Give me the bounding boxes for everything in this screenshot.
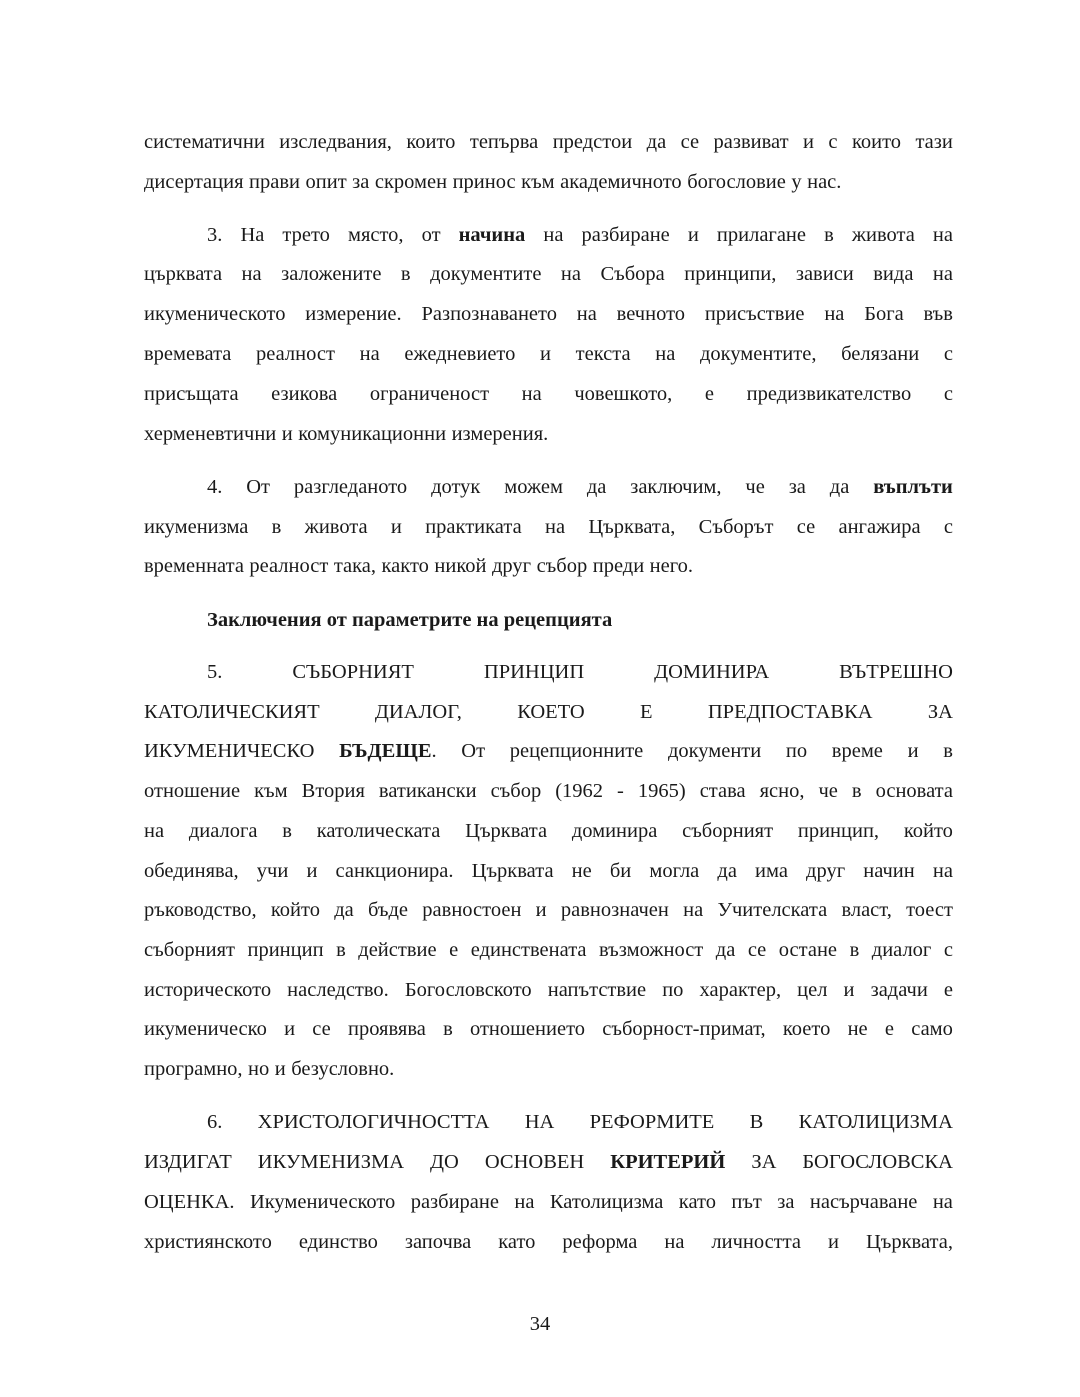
word: ограниченост: [369, 383, 490, 405]
word: така,: [333, 555, 377, 577]
word: който: [270, 899, 320, 921]
word: ПРИНЦИП: [483, 661, 585, 683]
word: за: [788, 476, 806, 498]
word: се: [312, 1018, 331, 1040]
word: което: [782, 1018, 831, 1040]
word: на: [544, 516, 566, 538]
word: времевата: [144, 343, 232, 365]
word: единство: [298, 1231, 378, 1253]
word: в: [400, 263, 411, 285]
word: основата: [875, 780, 953, 802]
word: Учителската: [717, 899, 828, 921]
word: принцип,: [797, 820, 880, 842]
word: СЪБОРНИЯТ: [292, 661, 414, 683]
word: които: [851, 131, 902, 153]
word: в: [282, 820, 292, 842]
word: възможност: [599, 939, 704, 961]
word: в: [849, 939, 860, 961]
word: разбиране: [581, 224, 670, 246]
word: има: [755, 860, 788, 882]
word: Богословското: [404, 979, 532, 1001]
text-line: [144, 857, 953, 885]
text-line: [144, 1015, 953, 1043]
word: 5.: [207, 661, 223, 683]
text-line: [144, 128, 953, 156]
word: на: [655, 343, 676, 365]
word: на: [521, 383, 542, 405]
word: Църквата,: [588, 516, 676, 538]
text-line: [144, 737, 953, 765]
word: събор: [536, 555, 588, 577]
word: по: [662, 979, 684, 1001]
word: започва: [404, 1231, 472, 1253]
word: с: [943, 343, 953, 365]
word: присъщата: [144, 383, 239, 405]
word: на: [144, 820, 165, 842]
word: тепърва: [469, 131, 539, 153]
word: Съборът: [698, 516, 774, 538]
text-line: [144, 698, 953, 726]
word: историческото: [144, 979, 272, 1001]
word: се: [796, 516, 816, 538]
word: КРИТЕРИЙ: [610, 1151, 726, 1173]
word: В: [749, 1111, 764, 1133]
word: академичното: [560, 171, 682, 193]
word: ИЗДИГАТ: [144, 1151, 232, 1173]
word: КОЕТО: [517, 701, 585, 723]
text-line: [144, 1148, 953, 1176]
word: ясно,: [759, 780, 805, 802]
text-line: [144, 340, 953, 368]
word: 3.: [207, 224, 223, 246]
word: КАТОЛИЦИЗМА: [798, 1111, 953, 1133]
word: за: [777, 1191, 795, 1213]
word: систематични: [144, 131, 265, 153]
word: по: [785, 740, 808, 762]
word: вечното: [616, 303, 686, 325]
word: ОСНОВЕН: [484, 1151, 585, 1173]
word: с: [828, 131, 838, 153]
word: в: [851, 780, 862, 802]
text-line: [144, 976, 953, 1004]
word: КАТОЛИЧЕСКИЯТ: [144, 701, 320, 723]
word: 6.: [207, 1111, 223, 1133]
word: ежедневието: [404, 343, 516, 365]
word: е: [884, 1018, 894, 1040]
word: с: [943, 516, 953, 538]
word: ватикански: [378, 780, 477, 802]
word: начин: [863, 860, 915, 882]
word: към: [521, 171, 555, 193]
word: реалност: [249, 555, 329, 577]
word: в: [824, 224, 834, 246]
text-line: [207, 221, 953, 249]
word: за: [352, 171, 370, 193]
word: и: [390, 516, 402, 538]
word: съборният: [682, 820, 774, 842]
word: в: [943, 740, 953, 762]
word: ангажира: [838, 516, 921, 538]
text-line: [144, 380, 953, 408]
text-line: [144, 260, 953, 288]
word: личността: [711, 1231, 802, 1253]
word: равностоен: [422, 899, 522, 921]
word: 1965): [637, 780, 686, 802]
word: и: [907, 740, 919, 762]
word: живота: [851, 224, 915, 246]
text-line: [144, 513, 953, 541]
word: и: [687, 224, 699, 246]
word: комуникационни: [298, 423, 447, 445]
word: и: [843, 979, 855, 1001]
word: не: [571, 860, 592, 882]
word: ОЦЕНКА.: [144, 1191, 235, 1213]
word: реформа: [562, 1231, 638, 1253]
word: рецепционните: [509, 740, 644, 762]
word: тоест: [906, 899, 953, 921]
word: на: [824, 303, 845, 325]
word: трето: [282, 224, 330, 246]
word: и: [540, 343, 551, 365]
word: с: [943, 939, 953, 961]
word: на: [683, 899, 704, 921]
text-line: [144, 936, 953, 964]
word: Втория: [301, 780, 365, 802]
word: църквата: [144, 263, 223, 285]
word: БОГОСЛОВСКА: [802, 1151, 953, 1173]
word: както: [381, 555, 429, 577]
word: и: [535, 899, 547, 921]
word: на: [241, 263, 262, 285]
word: -: [617, 780, 624, 802]
word: на: [932, 263, 953, 285]
word: е: [943, 979, 953, 1001]
word: и: [281, 423, 293, 445]
word: но: [248, 1058, 270, 1080]
word: време: [831, 740, 883, 762]
word: реалност: [256, 343, 335, 365]
word: друг: [806, 860, 846, 882]
word: прилагане: [716, 224, 807, 246]
word: е: [704, 383, 715, 405]
word: начина: [458, 224, 526, 246]
word: и: [284, 1018, 296, 1040]
word: като: [498, 1231, 536, 1253]
word: от: [421, 224, 441, 246]
word: На: [240, 224, 265, 246]
word: задачи: [870, 979, 928, 1001]
word: опит: [305, 171, 347, 193]
word: преди: [592, 555, 645, 577]
word: друг: [492, 555, 532, 577]
word: Църквата,: [865, 1231, 953, 1253]
word: заключим,: [630, 476, 722, 498]
word: ДО: [430, 1151, 459, 1173]
word: него.: [649, 555, 694, 577]
word: езикова: [271, 383, 338, 405]
word: Църквата: [471, 860, 554, 882]
word: католическата: [316, 820, 441, 842]
word: проявява: [347, 1018, 426, 1040]
word: предизвикателство: [746, 383, 912, 405]
word: че: [818, 780, 838, 802]
word: да: [586, 476, 607, 498]
word: на: [359, 343, 380, 365]
word: заложените: [281, 263, 382, 285]
word: могла: [649, 860, 700, 882]
word: От: [461, 740, 486, 762]
text-line: [144, 1055, 953, 1083]
word: НА: [524, 1111, 555, 1133]
word: временната: [144, 555, 244, 577]
word: равнозначен: [560, 899, 669, 921]
word: развиват: [713, 131, 789, 153]
word: Икуменическото: [249, 1191, 396, 1213]
word: и: [306, 860, 318, 882]
word: става: [699, 780, 746, 802]
page-number: 34: [529, 1313, 551, 1335]
word: път: [731, 1191, 762, 1213]
word: РЕФОРМИТЕ: [589, 1111, 715, 1133]
word: само: [911, 1018, 953, 1040]
word: в: [443, 1018, 453, 1040]
word: наследство.: [287, 979, 389, 1001]
word: в: [336, 939, 346, 961]
word: ръководство,: [144, 899, 257, 921]
word: (1962: [555, 780, 604, 802]
word: въплъти: [873, 476, 953, 498]
word: не: [847, 1018, 868, 1040]
word: човешкото,: [574, 383, 673, 405]
word: които: [406, 131, 456, 153]
word: действие: [358, 939, 437, 961]
word: икуменическо: [144, 1018, 267, 1040]
word: във: [923, 303, 953, 325]
word: живота: [304, 516, 368, 538]
word: предстои: [552, 131, 633, 153]
word: диалог: [871, 939, 932, 961]
word: е: [449, 939, 459, 961]
word: документите,: [699, 343, 817, 365]
word: От: [246, 476, 271, 498]
text-line: [144, 300, 953, 328]
word: измерения.: [451, 423, 549, 445]
word: Е: [640, 701, 653, 723]
word: който: [903, 820, 953, 842]
word: и: [802, 131, 814, 153]
text-line: [144, 896, 953, 924]
word: на: [664, 1231, 685, 1253]
word: на: [560, 263, 581, 285]
word: би: [609, 860, 632, 882]
word: обединява,: [144, 860, 239, 882]
word: практиката: [425, 516, 522, 538]
word: на: [514, 1191, 535, 1213]
word: с: [943, 383, 953, 405]
word: икуменическото: [144, 303, 286, 325]
word: можем: [504, 476, 563, 498]
word: принцип: [247, 939, 324, 961]
word: безусловно.: [291, 1058, 395, 1080]
word: документи: [667, 740, 762, 762]
word: учи: [256, 860, 289, 882]
word: ДИАЛОГ,: [374, 701, 462, 723]
word: да: [717, 860, 737, 882]
text-line: [144, 777, 953, 805]
word: характер,: [699, 979, 782, 1001]
text-line: [144, 1228, 953, 1256]
word: ВЪТРЕШНО: [839, 661, 953, 683]
word: цел: [797, 979, 828, 1001]
word: че: [745, 476, 765, 498]
word: санкционира.: [335, 860, 454, 882]
word: място,: [347, 224, 404, 246]
word: съборният: [144, 939, 235, 961]
word: отношение: [144, 780, 241, 802]
word: Църквата: [465, 820, 548, 842]
word: съборност-примат,: [602, 1018, 766, 1040]
word: да: [646, 131, 667, 153]
word: принос: [452, 171, 516, 193]
word: разгледаното: [293, 476, 408, 498]
word: икуменизма: [144, 516, 249, 538]
word: изследвания,: [279, 131, 392, 153]
word: измерение.: [305, 303, 402, 325]
word: диалога: [188, 820, 258, 842]
word: белязани: [841, 343, 920, 365]
word: тази: [915, 131, 953, 153]
word: дотук: [431, 476, 481, 498]
word: БЪДЕЩЕ.: [339, 740, 437, 762]
word: на: [932, 224, 953, 246]
word: Разпознаването: [421, 303, 557, 325]
word: доминира: [571, 820, 658, 842]
word: като: [678, 1191, 716, 1213]
text-line: [144, 552, 953, 580]
text-line: [207, 1108, 953, 1136]
word: ЗА: [927, 701, 953, 723]
word: отношението: [469, 1018, 586, 1040]
word: документите: [430, 263, 542, 285]
word: ИКУМЕНИЗМА: [257, 1151, 405, 1173]
word: и: [274, 1058, 286, 1080]
word: ЗА: [751, 1151, 777, 1173]
word: Събора: [600, 263, 665, 285]
word: напътствие: [547, 979, 647, 1001]
word: насърчаване: [809, 1191, 918, 1213]
word: у: [791, 171, 802, 193]
word: ДОМИНИРА: [654, 661, 770, 683]
word: на: [576, 303, 597, 325]
word: принципи,: [684, 263, 777, 285]
word: към: [254, 780, 288, 802]
word: скромен: [374, 171, 448, 193]
word: се: [747, 939, 767, 961]
word: зависи: [795, 263, 854, 285]
word: в: [271, 516, 282, 538]
word: разбиране: [410, 1191, 499, 1213]
text-line: [207, 658, 953, 686]
word: власт,: [841, 899, 892, 921]
word: текста: [575, 343, 631, 365]
word: Католицизма: [549, 1191, 664, 1213]
word: на: [543, 224, 564, 246]
word: прави: [249, 171, 300, 193]
word: нас.: [807, 171, 842, 193]
word: богословие: [687, 171, 786, 193]
text-line: [207, 473, 953, 501]
text-line: [144, 817, 953, 845]
word: дисертация: [144, 171, 244, 193]
word: единствената: [470, 939, 587, 961]
word: присъствие: [704, 303, 805, 325]
section-heading: Заключения от параметрите на рецепцията: [207, 609, 613, 631]
word: да: [715, 939, 736, 961]
word: събор: [490, 780, 542, 802]
text-line: [144, 420, 953, 448]
word: ПРЕДПОСТАВКА: [707, 701, 873, 723]
word: да: [829, 476, 850, 498]
word: на: [932, 1191, 953, 1213]
word: Бога: [864, 303, 904, 325]
word: се: [680, 131, 700, 153]
word: на: [932, 860, 953, 882]
word: 4.: [207, 476, 223, 498]
text-line: [144, 1188, 953, 1216]
word: ИКУМЕНИЧЕСКО: [144, 740, 315, 762]
word: християнското: [144, 1231, 272, 1253]
word: вида: [873, 263, 914, 285]
text-line: [144, 168, 953, 196]
word: да: [334, 899, 354, 921]
word: никой: [434, 555, 487, 577]
word: програмно,: [144, 1058, 243, 1080]
word: бъде: [367, 899, 409, 921]
word: херменевтични: [144, 423, 277, 445]
word: и: [827, 1231, 839, 1253]
word: остане: [778, 939, 838, 961]
word: ХРИСТОЛОГИЧНОСТТА: [257, 1111, 490, 1133]
